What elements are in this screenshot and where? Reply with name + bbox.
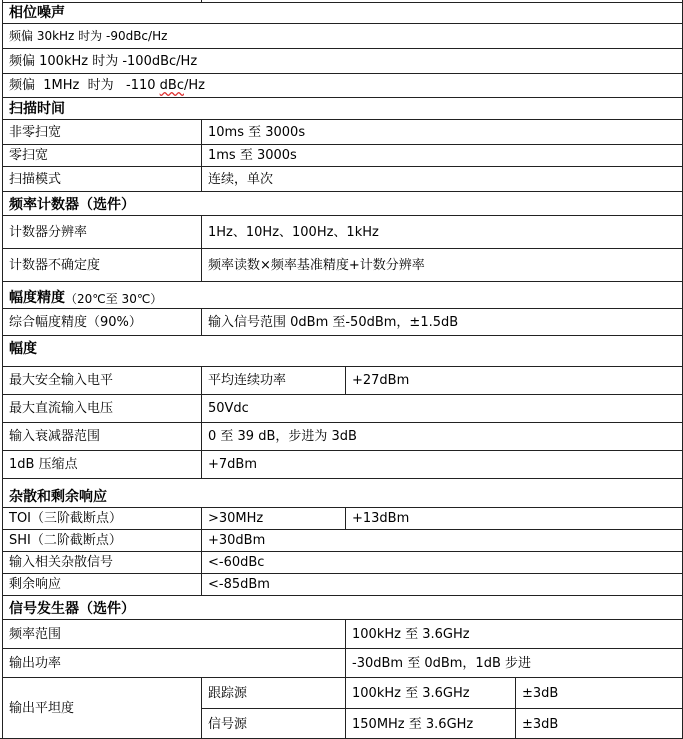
table-row <box>0 648 683 677</box>
phase-noise-1mhz: 频偏 1MHz 时为 -110 dBc /Hz <box>2 73 683 97</box>
row-label: 最大安全输入电平 <box>2 366 201 394</box>
row-value: 10ms 至 3000s <box>201 119 683 144</box>
section-title: 杂散和剩余响应 <box>2 478 683 507</box>
row-label: 剩余响应 <box>2 573 201 595</box>
table-row <box>0 529 683 551</box>
table-row <box>0 119 683 144</box>
table-row <box>0 366 683 394</box>
row-label: 输入衰减器范围 <box>2 422 201 450</box>
sub-label: 信号源 <box>201 708 345 739</box>
table-row <box>0 677 683 708</box>
section-title: 信号发生器（选件） <box>2 595 683 619</box>
row-value: 频率读数×频率基准精度+计数分辨率 <box>201 248 683 281</box>
row-label: 输出功率 <box>2 648 345 677</box>
sub-value: ±3dB <box>515 708 683 739</box>
phase-noise-100khz: 频偏 100kHz 时为 -100dBc/Hz <box>2 48 683 73</box>
row-label: 计数器不确定度 <box>2 248 201 281</box>
table-row <box>0 619 683 648</box>
table-row <box>0 422 683 450</box>
table-row <box>0 394 683 422</box>
row-label: 最大直流输入电压 <box>2 394 201 422</box>
table-row <box>0 248 683 281</box>
row-value: 0 至 39 dB，步进为 3dB <box>201 422 683 450</box>
table-row <box>0 450 683 478</box>
table-row <box>0 215 683 248</box>
sub-value: ±3dB <box>515 677 683 708</box>
row-value: +30dBm <box>201 529 683 551</box>
row-value-2: +13dBm <box>345 507 683 529</box>
section-phase-noise <box>0 2 683 23</box>
section-title: 幅度 <box>2 335 683 366</box>
row-label: 1dB 压缩点 <box>2 450 201 478</box>
table-row <box>0 23 683 48</box>
section-title: 幅度精度 （20℃至 30℃） <box>2 281 683 308</box>
row-value: -30dBm 至 0dBm，1dB 步进 <box>345 648 683 677</box>
sub-label: 跟踪源 <box>201 677 345 708</box>
row-label: 输入相关杂散信号 <box>2 551 201 573</box>
row-value: <-60dBc <box>201 551 683 573</box>
row-value: 输入信号范围 0dBm 至-50dBm，±1.5dB <box>201 308 683 335</box>
spellcheck-underline: dBc <box>159 78 184 93</box>
row-label: 输出平坦度 <box>2 677 201 739</box>
table-row <box>0 573 683 595</box>
row-label: 扫描模式 <box>2 166 201 191</box>
row-label: TOI（三阶截断点） <box>2 507 201 529</box>
table-row <box>0 308 683 335</box>
section-sweep-time <box>0 97 683 119</box>
row-value: 100kHz 至 3.6GHz <box>345 619 683 648</box>
row-value: +7dBm <box>201 450 683 478</box>
row-value: 1Hz、10Hz、100Hz、1kHz <box>201 215 683 248</box>
section-title: 频率计数器（选件） <box>2 191 683 215</box>
row-label: 计数器分辨率 <box>2 215 201 248</box>
row-value: <-85dBm <box>201 573 683 595</box>
table-row <box>0 144 683 166</box>
section-title: 相位噪声 <box>2 2 683 23</box>
table-row <box>0 708 683 739</box>
row-value: 平均连续功率 <box>201 366 345 394</box>
section-freq-counter <box>0 191 683 215</box>
table-row <box>0 507 683 529</box>
row-label: SHI（二阶截断点） <box>2 529 201 551</box>
table-row <box>0 73 683 97</box>
section-spurious <box>0 478 683 507</box>
row-label: 频率范围 <box>2 619 345 648</box>
table-row <box>0 48 683 73</box>
row-label: 非零扫宽 <box>2 119 201 144</box>
row-value: 50Vdc <box>201 394 683 422</box>
phase-noise-30khz: 频偏 30kHz 时为 -90dBc/Hz <box>2 23 683 48</box>
sub-range: 150MHz 至 3.6GHz <box>345 708 515 739</box>
sub-range: 100kHz 至 3.6GHz <box>345 677 515 708</box>
row-value: >30MHz <box>201 507 345 529</box>
row-label: 零扫宽 <box>2 144 201 166</box>
row-value-2: +27dBm <box>345 366 683 394</box>
table-row <box>0 551 683 573</box>
row-value: 1ms 至 3000s <box>201 144 683 166</box>
row-label: 综合幅度精度（90%） <box>2 308 201 335</box>
section-amp-accuracy <box>0 281 683 308</box>
row-value: 连续，单次 <box>201 166 683 191</box>
section-amplitude <box>0 335 683 366</box>
section-title: 扫描时间 <box>2 97 683 119</box>
temperature-note: （20℃至 30℃） <box>65 292 163 306</box>
section-signal-gen <box>0 595 683 619</box>
table-row <box>0 166 683 191</box>
